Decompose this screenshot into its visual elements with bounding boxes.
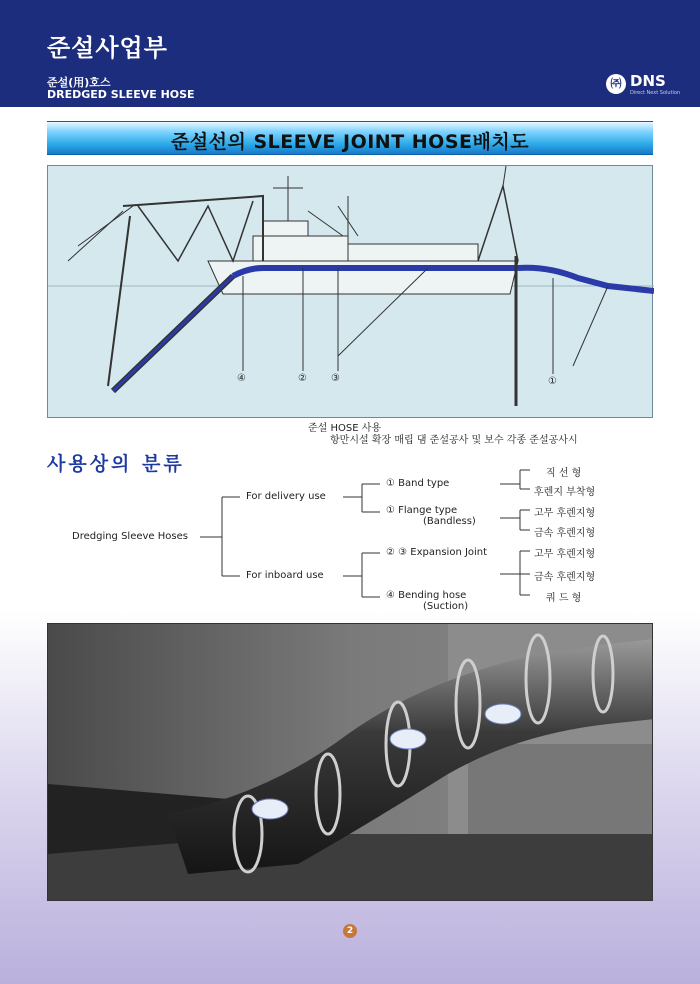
tree-inboard: For inboard use xyxy=(246,570,324,581)
tree-band-type: ① Band type xyxy=(386,478,450,489)
leaf-flange-1: 고무 후렌지형 xyxy=(534,508,596,519)
banner-title: 준설선의 SLEEVE JOINT HOSE배치도 xyxy=(170,131,530,153)
logo-name: DNS xyxy=(630,72,666,90)
leaf-flange-2: 금속 후렌지형 xyxy=(534,528,596,539)
subtitle-korean: 준설(用)호스 xyxy=(47,76,111,89)
diagram-caption-desc: 항만시설 확장 매립 댐 준설공사 및 보수 각종 준설공사시 xyxy=(330,435,578,446)
marker-3: ③ xyxy=(331,373,340,384)
leaf-band-2: 후렌지 부착형 xyxy=(534,487,596,498)
marker-1: ① xyxy=(548,376,557,387)
tree-bending: ④ Bending hose xyxy=(386,590,467,601)
marker-4: ④ xyxy=(237,373,246,384)
leaf-exp-3: 쿼 드 형 xyxy=(546,593,582,604)
page-title: 준설사업부 xyxy=(47,34,168,62)
tree-expansion: ② ③ Expansion Joint xyxy=(386,547,488,558)
diagram-caption-title: 준설 HOSE 사용 xyxy=(308,423,382,434)
hose-photo-drawing xyxy=(48,624,653,901)
tree-delivery: For delivery use xyxy=(246,491,326,502)
classification-title: 사용상의 분류 xyxy=(47,453,185,475)
tree-root: Dredging Sleeve Hoses xyxy=(72,531,188,542)
leaf-exp-1: 고무 후렌지형 xyxy=(534,549,596,560)
logo-tagline: Direct Next Solution xyxy=(630,90,681,96)
tree-flange-type: ① Flange type xyxy=(386,505,458,516)
leaf-exp-2: 금속 후렌지형 xyxy=(534,572,596,583)
hose-photo xyxy=(47,623,653,901)
logo-mark-icon: ㈜ xyxy=(606,74,626,94)
tree-bending-sub: (Suction) xyxy=(423,601,469,612)
marker-2: ② xyxy=(298,373,307,384)
tree-flange-sub: (Bandless) xyxy=(423,516,476,527)
subtitle-english: DREDGED SLEEVE HOSE xyxy=(47,88,195,101)
page-number: 2 xyxy=(343,924,357,938)
leaf-band-1: 직 선 형 xyxy=(546,468,582,479)
